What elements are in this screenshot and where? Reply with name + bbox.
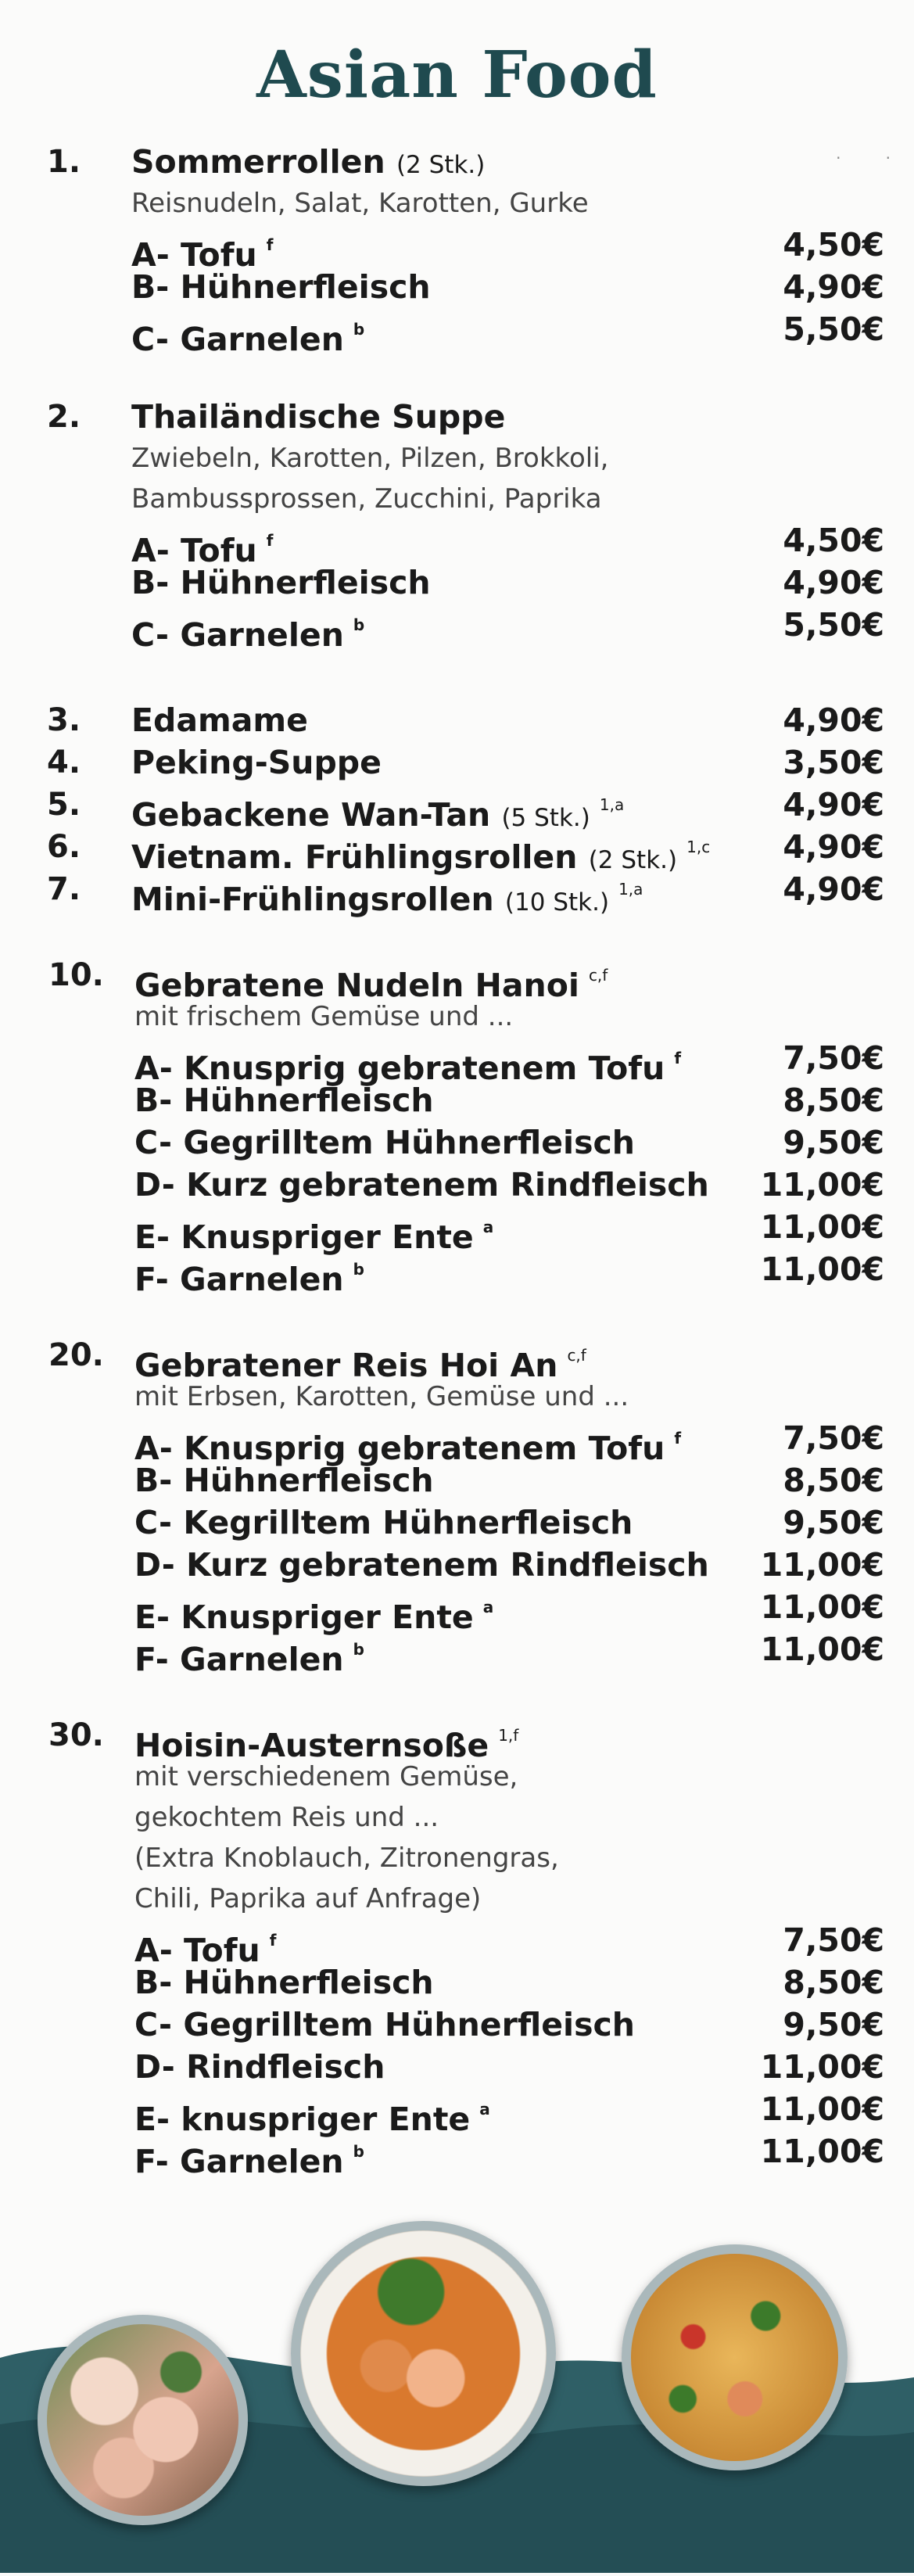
item-option <box>0 2130 914 2180</box>
item-description-row <box>0 1878 914 1919</box>
item-option <box>0 1248 914 1298</box>
item-description: Chili, Paprika auf Anfrage) <box>134 1883 482 1914</box>
option-price: 11,00€ <box>760 1166 884 1204</box>
option-label: B- Hühnerfleisch <box>131 564 431 601</box>
fried-rice-photo <box>622 2244 848 2470</box>
menu-item <box>0 784 914 834</box>
option-price: 7,50€ <box>783 1921 884 1959</box>
menu-item-header <box>0 141 914 183</box>
allergen-codes: f <box>266 235 274 254</box>
item-option <box>0 1544 914 1586</box>
option-label: A- Knusprig gebratenem Tofu $^f$ <box>134 1049 682 1087</box>
item-number: 20. <box>48 1337 104 1373</box>
item-name: Sommerrollen (2 Stk.) <box>131 143 486 181</box>
item-quantity: (2 Stk.) <box>588 846 678 874</box>
item-option <box>0 1206 914 1256</box>
option-label: C- Kegrilltem Hühnerfleisch <box>134 1504 633 1541</box>
option-label: F- Garnelen $^b$ <box>134 2142 364 2180</box>
item-option <box>0 1417 914 1467</box>
option-label: A- Tofu $^f$ <box>131 531 274 569</box>
option-label: C- Gegrilltem Hühnerfleisch <box>134 2006 635 2043</box>
option-price: 11,00€ <box>760 2090 884 2128</box>
decorative-dots: · · <box>836 149 891 167</box>
option-price: 11,00€ <box>760 1588 884 1626</box>
allergen-codes: a <box>482 1218 494 1236</box>
option-price: 11,00€ <box>760 1208 884 1246</box>
menu-item-header <box>0 699 914 741</box>
allergen-codes: 1,a <box>618 880 643 899</box>
item-description: Zwiebeln, Karotten, Pilzen, Brokkoli, <box>131 443 609 474</box>
option-price: 9,50€ <box>783 1504 884 1541</box>
allergen-codes: f <box>266 531 274 550</box>
item-option <box>0 1961 914 2004</box>
item-description: mit verschiedenem Gemüse, <box>134 1761 518 1792</box>
menu-item <box>0 868 914 918</box>
allergen-codes: c,f <box>567 1346 586 1365</box>
item-option <box>0 1628 914 1678</box>
item-description-row <box>0 1376 914 1417</box>
item-description: mit frischem Gemüse und ... <box>134 1001 514 1032</box>
item-name: Mini-Frühlingsrollen (10 Stk.) $^{1,a}$ <box>131 880 643 918</box>
item-number: 2. <box>47 399 81 435</box>
option-label: B- Hühnerfleisch <box>131 268 431 306</box>
menu-item-header <box>0 1714 914 1764</box>
item-option <box>0 2088 914 2138</box>
item-option <box>0 266 914 308</box>
menu-item-header <box>0 954 914 1004</box>
option-price: 11,00€ <box>760 1546 884 1584</box>
option-label: D- Kurz gebratenem Rindfleisch <box>134 1166 709 1204</box>
option-price: 8,50€ <box>783 1082 884 1119</box>
item-name: Gebratener Reis Hoi An $^{c,f}$ <box>134 1346 586 1384</box>
option-label: A- Knusprig gebratenem Tofu $^f$ <box>134 1429 682 1467</box>
item-number: 5. <box>47 787 81 823</box>
menu-item <box>0 826 914 876</box>
item-number: 1. <box>47 144 81 180</box>
item-option <box>0 1459 914 1501</box>
item-option <box>0 1501 914 1544</box>
item-number: 6. <box>47 829 81 865</box>
item-quantity: (2 Stk.) <box>396 151 486 179</box>
item-option <box>0 2046 914 2088</box>
item-name: Gebratene Nudeln Hanoi $^{c,f}$ <box>134 966 608 1004</box>
option-price: 5,50€ <box>783 606 884 644</box>
item-number: 4. <box>47 744 81 780</box>
option-price: 11,00€ <box>760 2133 884 2170</box>
item-option <box>0 604 914 654</box>
option-label: B- Hühnerfleisch <box>134 1964 434 2001</box>
option-price: 11,00€ <box>760 1631 884 1668</box>
option-label: A- Tofu $^f$ <box>134 1931 277 1969</box>
option-label: C- Garnelen $^b$ <box>131 320 365 358</box>
allergen-codes: b <box>353 1260 364 1279</box>
option-price: 11,00€ <box>760 2048 884 2086</box>
option-price: 11,00€ <box>760 1250 884 1288</box>
item-description: Reisnudeln, Salat, Karotten, Gurke <box>131 188 589 219</box>
menu-item-header <box>0 784 914 834</box>
item-quantity: (10 Stk.) <box>504 888 610 917</box>
item-option <box>0 1919 914 1969</box>
option-price: 7,50€ <box>783 1419 884 1457</box>
menu-item <box>0 1714 914 2180</box>
option-price: 4,50€ <box>783 226 884 264</box>
menu-item-header <box>0 868 914 918</box>
item-name: Gebackene Wan-Tan (5 Stk.) $^{1,a}$ <box>131 795 625 834</box>
item-description: (Extra Knoblauch, Zitronengras, <box>134 1842 559 1874</box>
item-price: 4,90€ <box>783 828 884 866</box>
option-price: 7,50€ <box>783 1039 884 1077</box>
allergen-codes: f <box>674 1429 682 1448</box>
item-name: Vietnam. Frühlingsrollen (2 Stk.) $^{1,c}$ <box>131 838 711 876</box>
allergen-codes: f <box>674 1049 682 1067</box>
item-name: Hoisin-Austernsoße $^{1,f}$ <box>134 1726 519 1764</box>
option-label: F- Garnelen $^b$ <box>134 1640 364 1678</box>
item-description-row <box>0 1838 914 1878</box>
menu-item <box>0 141 914 358</box>
allergen-codes: b <box>353 320 365 339</box>
option-label: E- knuspriger Ente $^a$ <box>134 2100 490 2138</box>
item-option <box>0 1079 914 1121</box>
option-price: 8,50€ <box>783 1462 884 1499</box>
allergen-codes: 1,f <box>498 1726 519 1745</box>
item-price: 4,90€ <box>783 786 884 823</box>
option-label: E- Knuspriger Ente $^a$ <box>134 1598 494 1636</box>
item-number: 3. <box>47 702 81 738</box>
allergen-codes: a <box>482 1598 494 1616</box>
item-option <box>0 1121 914 1164</box>
item-description: gekochtem Reis und ... <box>134 1802 439 1833</box>
option-price: 9,50€ <box>783 2006 884 2043</box>
option-label: D- Rindfleisch <box>134 2048 385 2086</box>
menu-item-header <box>0 826 914 876</box>
item-name: Peking-Suppe <box>131 744 382 781</box>
menu-item-header <box>0 741 914 784</box>
item-price: 4,90€ <box>783 701 884 739</box>
option-price: 4,50€ <box>783 522 884 559</box>
item-option <box>0 224 914 274</box>
item-price: 4,90€ <box>783 870 884 908</box>
menu-item <box>0 954 914 1298</box>
summer-rolls-photo <box>38 2315 248 2525</box>
allergen-codes: a <box>479 2100 490 2119</box>
item-description-row <box>0 183 914 224</box>
option-label: B- Hühnerfleisch <box>134 1082 434 1119</box>
item-description-row <box>0 1756 914 1797</box>
option-price: 8,50€ <box>783 1964 884 2001</box>
item-description-row <box>0 438 914 479</box>
item-price: 3,50€ <box>783 744 884 781</box>
item-option <box>0 1164 914 1206</box>
item-option <box>0 308 914 358</box>
menu-item <box>0 699 914 741</box>
option-price: 4,90€ <box>783 268 884 306</box>
menu-item-header <box>0 1334 914 1384</box>
item-option <box>0 561 914 604</box>
item-description-row <box>0 1797 914 1838</box>
item-name: Edamame <box>131 701 308 739</box>
option-label: A- Tofu $^f$ <box>131 235 274 274</box>
menu-item <box>0 741 914 784</box>
thai-soup-photo <box>291 2221 556 2486</box>
item-description-row <box>0 479 914 519</box>
option-label: D- Kurz gebratenem Rindfleisch <box>134 1546 709 1584</box>
item-description-row <box>0 996 914 1037</box>
option-price: 4,90€ <box>783 564 884 601</box>
option-label: C- Garnelen $^b$ <box>131 615 365 654</box>
item-description: Bambussprossen, Zucchini, Paprika <box>131 483 602 515</box>
allergen-codes: f <box>269 1931 277 1950</box>
option-label: E- Knuspriger Ente $^a$ <box>134 1218 494 1256</box>
option-label: C- Gegrilltem Hühnerfleisch <box>134 1124 635 1161</box>
option-label: F- Garnelen $^b$ <box>134 1260 364 1298</box>
item-option <box>0 2004 914 2046</box>
allergen-codes: b <box>353 2142 364 2161</box>
page-title: Asian Food <box>256 38 658 113</box>
allergen-codes: 1,a <box>599 795 625 814</box>
menu-item-header <box>0 396 914 438</box>
option-price: 9,50€ <box>783 1124 884 1161</box>
item-number: 30. <box>48 1717 104 1753</box>
item-option <box>0 1586 914 1636</box>
item-number: 10. <box>48 957 104 993</box>
item-option <box>0 1037 914 1087</box>
item-option <box>0 519 914 569</box>
item-description: mit Erbsen, Karotten, Gemüse und ... <box>134 1381 629 1412</box>
allergen-codes: 1,c <box>686 838 711 856</box>
option-label: B- Hühnerfleisch <box>134 1462 434 1499</box>
allergen-codes: c,f <box>588 966 608 985</box>
allergen-codes: b <box>353 1640 364 1659</box>
item-quantity: (5 Stk.) <box>501 804 590 832</box>
allergen-codes: b <box>353 615 365 634</box>
menu-item <box>0 1334 914 1678</box>
food-photo-banner <box>0 2221 914 2573</box>
menu-item <box>0 396 914 654</box>
item-name: Thailändische Suppe <box>131 398 506 436</box>
item-number: 7. <box>47 871 81 907</box>
option-price: 5,50€ <box>783 310 884 348</box>
